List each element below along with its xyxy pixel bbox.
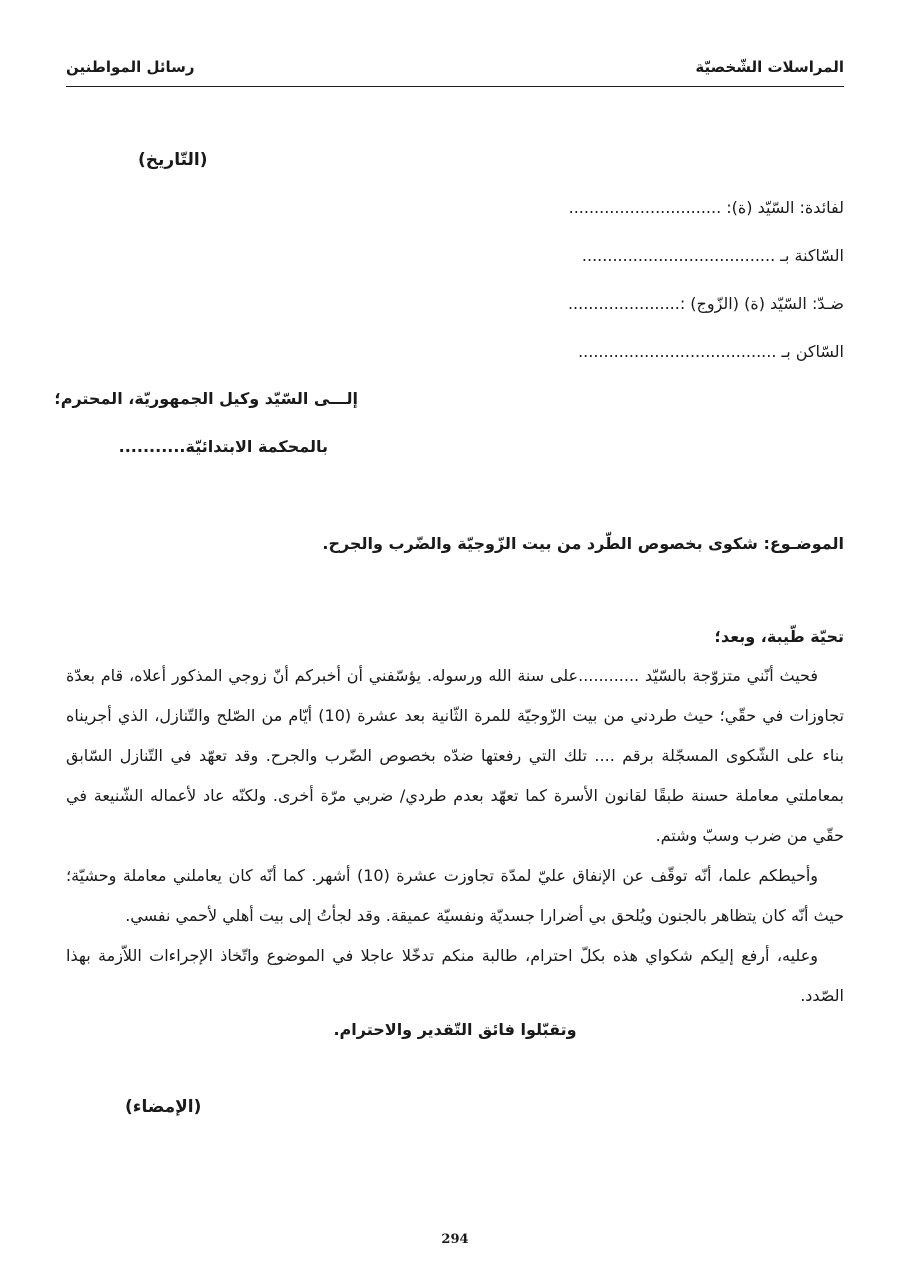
signature-placeholder: (الإمضاء) — [125, 1097, 202, 1117]
recipient-line: إلـــى السّيّد وكيل الجمهوريّة، المحترم؛ — [54, 389, 358, 408]
body-paragraph-1: فحيث أنّني متزوّجة بالسّيّد ............على سنة الله ورسوله. يؤسّفني أن أخبركم أنّ زوجي المذكور أعلاه، قام بعدّة تجاوزات في حقّي؛ حيث طردني من بيت الزّوجيّة للمرة الثّانية بعد عشرة (10) أيّام من الصّلح والتّنازل، الذي أجريناه بناء على الشّكوى المسجّلة برقم .... تلك التي رفعتها ضدّه بخصوص الضّرب والجرح. وقد تعهّد في التّنازل السّابق بمعاملتي معاملة حسنة طبقًا لقانون الأسرة كما تعهّد بعدم طردي/ ضربي مرّة أخرى. ولكنّه عاد لأعماله الشّنيعة في حقّي من ضرب وسبّ وشتم. — [66, 666, 845, 845]
header-title-right: المراسلات الشّخصيّة — [695, 58, 844, 76]
defendant-line: ضـدّ: السّيّد (ة) (الزّوج) :...................... — [567, 294, 844, 313]
beneficiary-address-line: السّاكنة بـ ...................................... — [581, 246, 844, 265]
header-divider — [66, 86, 844, 87]
page-number: 294 — [441, 1232, 469, 1247]
closing-line: وتقبّلوا فائق التّقدير والاحترام. — [333, 1020, 577, 1039]
body-paragraph-3: وعليه، أرفع إليكم شكواي هذه بكلّ احترام، طالبة منكم تدخّلا عاجلا في الموضوع واتّخاذ الإجراءات اللاّزمة بهذا الصّدد. — [66, 946, 844, 1005]
header-title-left: رسائل المواطنين — [66, 58, 195, 76]
date-placeholder: (التّاريخ) — [138, 150, 208, 170]
beneficiary-line: لفائدة: السّيّد (ة): .............................. — [568, 198, 844, 217]
body-paragraph-2: وأحيطكم علما، أنّه توقّف عن الإنفاق عليّ لمدّة تجاوزت عشرة (10) أشهر. كما أنّه كان يعاملني معاملة وحشيّة؛ حيث أنّه كان يتظاهر بالجنون ويُلحق بي أضرارا جسديّة ونفسيّة عميقة. وقد لجأتُ إلى بيت أهلي لأحمي نفسي. — [66, 866, 844, 925]
greeting: تحيّة طّيبة، وبعد؛ — [714, 627, 844, 646]
defendant-address-line: السّاكن بـ ....................................... — [578, 342, 844, 361]
subject-line: الموضـوع: شكوى بخصوص الطّرد من بيت الزّوجيّة والضّرب والجرح. — [322, 534, 844, 553]
recipient-court-line: بالمحكمة الابتدائيّة........... — [118, 437, 328, 456]
